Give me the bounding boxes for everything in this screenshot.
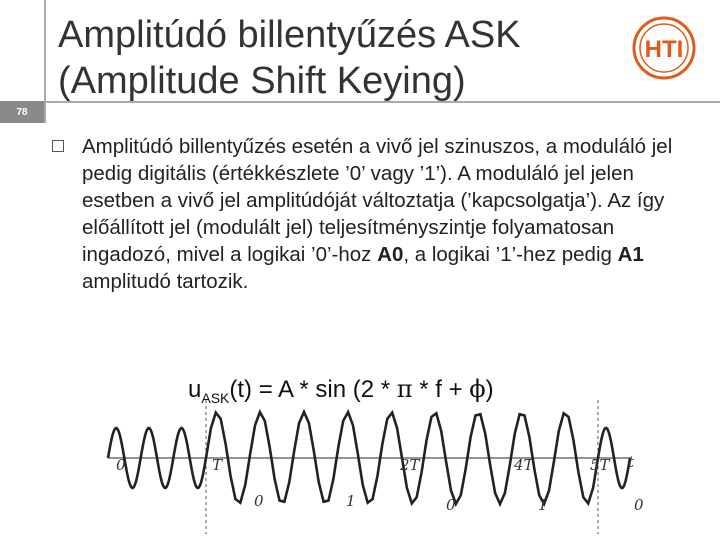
bullet-text-part-3: amplitudó tartozik. — [82, 270, 249, 293]
left-margin — [0, 0, 44, 101]
bullet-bold-a0: A0 — [377, 243, 404, 266]
label-t1: T — [212, 456, 223, 474]
slide-title — [58, 12, 618, 104]
logo-text: HTI — [644, 36, 684, 63]
formula-u: u — [188, 376, 202, 403]
label-t0: 0 — [116, 456, 126, 474]
ask-signal-diagram — [108, 398, 644, 536]
label-t5t: 5T — [590, 456, 610, 474]
bit-label-3: 0 — [446, 496, 456, 514]
bullet-bold-a1: A1 — [617, 243, 644, 266]
formula-pi: π — [396, 375, 413, 403]
bullet-text-part-1: Amplitúdó billentyűzés esetén a vivő jel szinuszos, a moduláló jel pedig digitális (értékkészlete ’0’ vagy ’1’). A moduláló jel jelen esetben a vivő jel amplitúdóját változtatja (’kapcsolgatja’). Az így előállított jel (modulált jel) teljesítményszintje folyamatosan ingadozó, mivel a logikai ’0’-hoz — [82, 135, 673, 266]
page-number: 78 — [0, 101, 44, 123]
bullet-text — [82, 133, 692, 295]
bit-label-1: 0 — [254, 492, 264, 510]
bullet-icon — [52, 140, 64, 152]
label-t-axis: t — [628, 453, 635, 471]
formula-subscript: ASK — [201, 390, 230, 406]
formula-phi: ϕ — [469, 375, 486, 403]
formula-rhs-3: ) — [485, 376, 494, 403]
label-t4t: 4T — [514, 456, 534, 474]
bit-label-4: 1 — [538, 496, 548, 514]
ask-formula — [188, 375, 494, 404]
title-line-2: (Amplitude Shift Keying) — [58, 60, 466, 102]
formula-rhs-1: (t) = A * sin (2 * — [229, 376, 397, 403]
bit-label-5: 0 — [634, 496, 644, 514]
bullet-text-part-2: , a logikai ’1’-hez pedig — [403, 243, 618, 266]
hti-logo-icon — [628, 12, 700, 84]
formula-rhs-2: * f + — [412, 376, 470, 403]
vertical-rule — [44, 0, 46, 123]
title-line-1: Amplitúdó billentyűzés ASK — [58, 14, 521, 56]
label-t2: 2T — [400, 456, 420, 474]
bit-label-2: 1 — [346, 492, 356, 510]
